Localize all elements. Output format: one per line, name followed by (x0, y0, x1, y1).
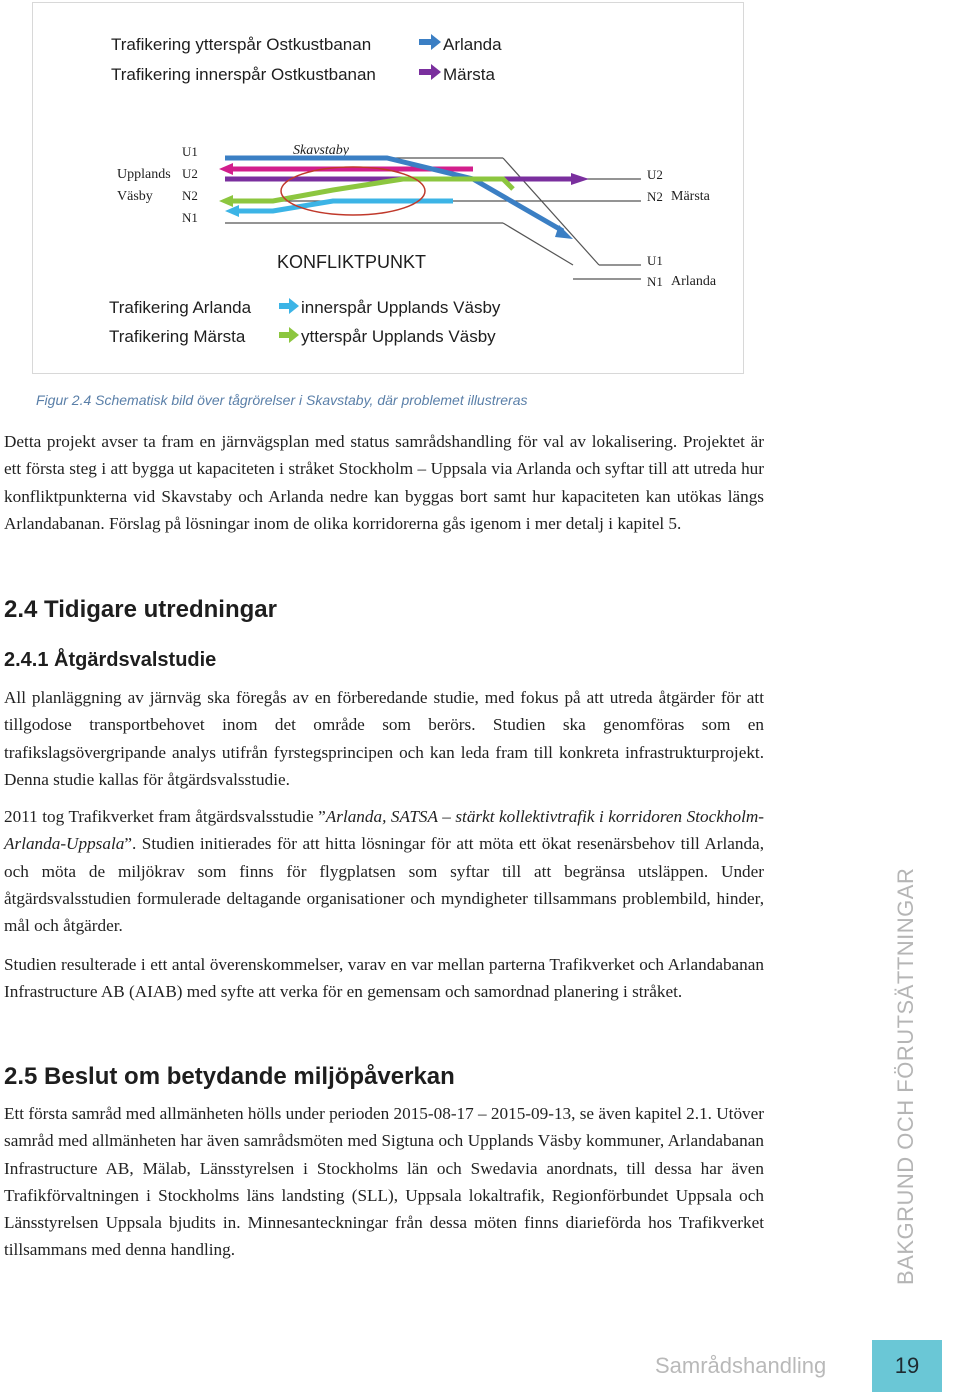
paragraph-atgardsvalsstudie: All planläggning av järnväg ska föregås av en förberedande studie, med fokus på att utreda åtgärder för att tillgodose transportbehovet inom det område som berörs. Studien ska genomföras som en trafikslagsövergripande analys utifrån fyrstegsprincipen och kan leda fram till konkreta infrastrukturprojekt. Denna studie kallas för åtgärdsvalsstudie. (4, 688, 764, 789)
paragraph-samrad: Ett första samråd med allmänheten hölls under perioden 2015-08-17 – 2015-09-13, se även kapitel 2.1. Utöver samråd med allmänheten har även samrådsmöten med Sigtuna och Upplands Väsby kommuner, Arlandabanan Infrastructure AB, Mälab, Länsstyrelsen i Stockholms län och Swedavia anordnats, till dessa har även Trafikförvaltningen i Stockholms läns landsting (SLL), Uppsala lokaltrafik, Regionförbundet Uppsala och Länsstyrelsen Uppsala bjudits in. Minnesanteckningar från dessa möten finns diarieförda hos Trafikverket tillsammans med denna handling. (4, 1104, 764, 1260)
legend-top-1-target: Märsta (443, 65, 495, 84)
legend-bottom-1-text: Trafikering Märsta (109, 327, 246, 346)
station-left-line2: Väsby (117, 189, 153, 204)
section-heading-2-5: 2.5 Beslut om betydande miljöpåverkan (4, 1063, 455, 1090)
paragraph-satsa-end: ”. Studien initierades för att hitta lösningar för att möta ett ökat resenärsbehov till Arlanda, och möta de miljökrav som finns för flygplatsen som syftar till att begränsa utsläppen. Under åtgärdsvalsstudien formulerade deltagande organisationer och myndigheter tillsammans problembild, hinder, mål och åtgärder. (4, 834, 764, 936)
intro-paragraph: Detta projekt avser ta fram en järnvägsplan med status samrådshandling för val av lokalisering. Projektet är ett första steg i att bygga ut kapaciteten i stråket Stockholm – Uppsala via Arlanda och syftar till att utreda hur konfliktpunkterna vid Skavstaby och Arlanda nedre kan byggas bort samt hur kapaciteten kan utökas längs Arlandabanan. Förslag på lösningar inom de olika korridorerna gås igenom i mer detalj i kapitel 5. (4, 432, 764, 533)
section-heading-2-4: 2.4 Tidigare utredningar (4, 596, 277, 623)
footer-document-status: Samrådshandling (655, 1353, 827, 1378)
legend-bottom-0-target: innerspår Upplands Väsby (301, 298, 501, 317)
sub-heading-2-4-1: 2.4.1 Åtgärdsvalstudie (4, 649, 217, 671)
arrow-right-icon (419, 64, 441, 80)
track-label-right-u1: U1 (647, 253, 663, 268)
station-left-line1: Upplands (117, 167, 171, 182)
track-label-right-n1: N1 (647, 274, 663, 289)
conflict-label: KONFLIKTPUNKT (277, 252, 427, 272)
track-label-u2: U2 (182, 166, 198, 181)
paragraph-satsa-title: Arlanda, SATSA – stärkt kollektivtrafik i korridoren Stockholm-Arlanda-Uppsala (4, 807, 764, 854)
page-number: 19 (872, 1340, 942, 1392)
legend-bottom-0-text: Trafikering Arlanda (109, 298, 252, 317)
arrow-right-icon (279, 298, 299, 314)
figure-caption: Figur 2.4 Schematisk bild över tågrörelser i Skavstaby, där problemet illustreras (36, 392, 528, 408)
track-label-n2: N2 (182, 188, 198, 203)
station-right-top: Märsta (671, 189, 710, 204)
paragraph-satsa (4, 803, 764, 939)
track-label-u1: U1 (182, 144, 198, 159)
paragraph-overenskommelser: Studien resulterade i ett antal överenskommelser, varav en var mellan parterna Trafikverket och Arlandabanan Infrastructure AB (AIAB) med syfte att verka för en gemensam och samordnad planering i stråket. (4, 955, 764, 1002)
conflict-ellipse (281, 167, 425, 215)
station-right-bottom: Arlanda (671, 274, 717, 289)
legend-top-0-target: Arlanda (443, 35, 502, 54)
arrow-right-icon (279, 327, 299, 343)
track-label-n1: N1 (182, 210, 198, 225)
track-schematic (33, 3, 743, 373)
paragraph-satsa-start: 2011 tog Trafikverket fram åtgärdsvalsstudie ” (4, 807, 326, 826)
legend-top-0-text: Trafikering ytterspår Ostkustbanan (111, 35, 372, 54)
side-section-label: BAKGRUND OCH FÖRUTSÄTTNINGAR (893, 867, 918, 1285)
station-top-label: Skavstaby (293, 143, 349, 158)
track-label-right-n2: N2 (647, 189, 663, 204)
track-schematic-figure (32, 2, 744, 374)
legend-top-1-text: Trafikering innerspår Ostkustbanan (111, 65, 376, 84)
arrow-right-icon (419, 34, 441, 50)
track-label-right-u2: U2 (647, 167, 663, 182)
legend-bottom-1-target: ytterspår Upplands Väsby (301, 327, 496, 346)
